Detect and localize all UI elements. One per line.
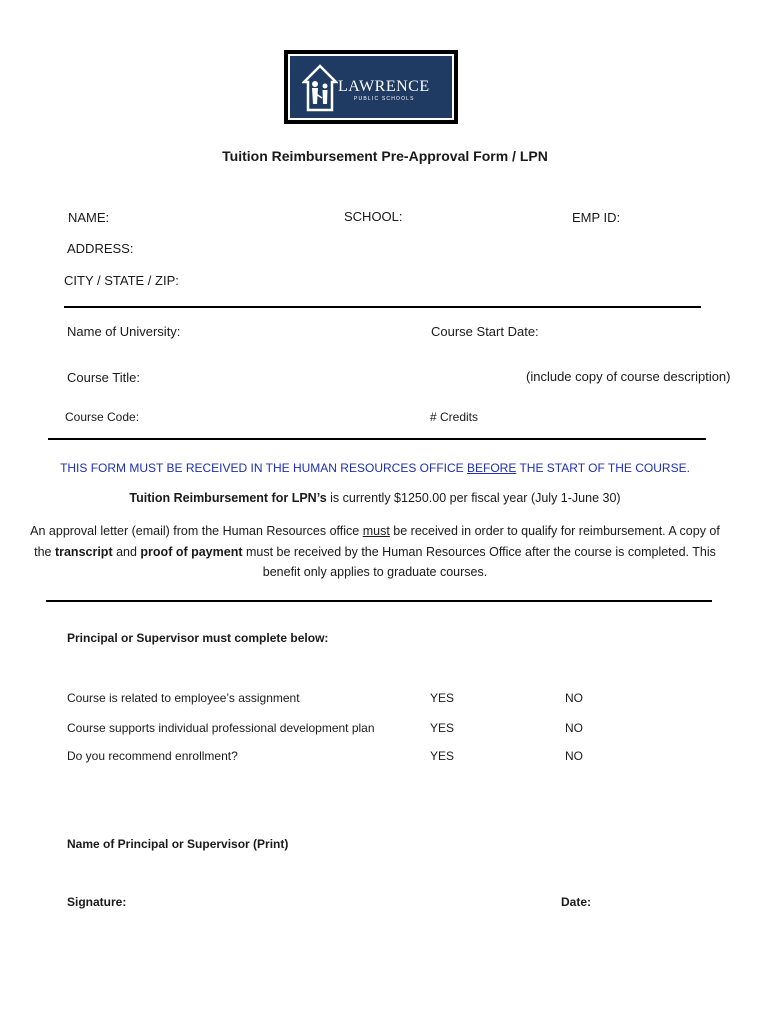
- logo-subtitle: PUBLIC SCHOOLS: [354, 96, 415, 102]
- deadline-notice: THIS FORM MUST BE RECEIVED IN THE HUMAN RESOURCES OFFICE BEFORE THE START OF THE COURSE.: [60, 461, 690, 475]
- supervisor-heading: Principal or Supervisor must complete below:: [67, 631, 329, 645]
- course-description-note: (include copy of course description): [526, 369, 731, 384]
- district-logo: [284, 50, 458, 124]
- yes-option[interactable]: YES: [430, 749, 455, 763]
- signature-label: Signature:: [67, 895, 127, 909]
- address-label: ADDRESS:: [67, 241, 134, 256]
- university-label: Name of University:: [67, 324, 181, 339]
- course-title-label: Course Title:: [67, 370, 140, 385]
- logo-name: LAWRENCE: [338, 78, 430, 95]
- course-start-date-label: Course Start Date:: [431, 324, 539, 339]
- question-text: Do you recommend enrollment?: [67, 749, 238, 763]
- no-option[interactable]: NO: [565, 691, 583, 705]
- city-state-zip-label: CITY / STATE / ZIP:: [64, 273, 179, 288]
- divider: [48, 438, 706, 440]
- no-option[interactable]: NO: [565, 721, 583, 735]
- approval-requirements: An approval letter (email) from the Human Resources office must be received in order to qualify for reimbursement. A copy of the transcript and proof of payment must be received by the Human Resources Office after the course is completed. This benefit only applies to graduate courses.: [30, 524, 720, 579]
- before-emphasis: BEFORE: [467, 461, 517, 475]
- course-code-label: Course Code:: [65, 410, 140, 424]
- credits-label: # Credits: [430, 410, 479, 424]
- question-text: Course supports individual professional development plan: [67, 721, 375, 735]
- form-title: Tuition Reimbursement Pre-Approval Form / LPN: [222, 148, 548, 164]
- divider: [64, 306, 701, 308]
- divider: [46, 600, 712, 602]
- question-text: Course is related to employee’s assignment: [67, 691, 300, 705]
- yes-option[interactable]: YES: [430, 721, 455, 735]
- logo-panel: [288, 54, 454, 120]
- reimbursement-amount: Tuition Reimbursement for LPN’s is currently $1250.00 per fiscal year (July 1-June 30): [129, 491, 621, 505]
- house-family-icon: [302, 64, 338, 112]
- no-option[interactable]: NO: [565, 749, 583, 763]
- yes-option[interactable]: YES: [430, 691, 455, 705]
- emp-id-label: EMP ID:: [572, 210, 621, 225]
- school-label: SCHOOL:: [344, 209, 403, 224]
- name-label: NAME:: [68, 210, 110, 225]
- date-label: Date:: [561, 895, 592, 909]
- supervisor-name-label: Name of Principal or Supervisor (Print): [67, 837, 289, 851]
